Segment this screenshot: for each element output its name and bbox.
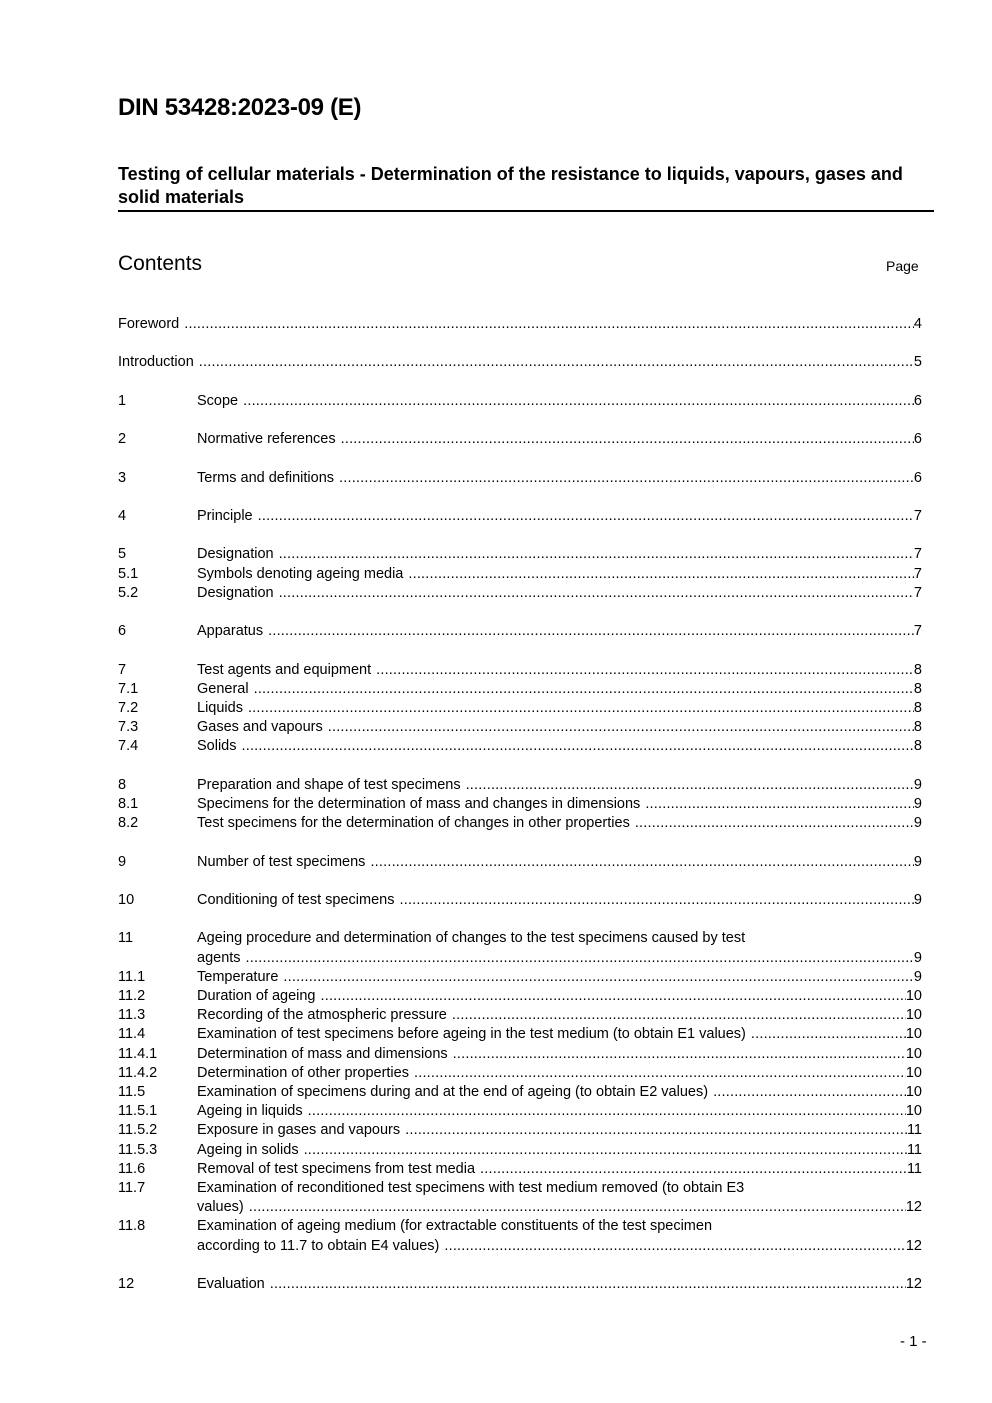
toc-entry-3[interactable]: [118, 469, 922, 488]
toc-number: 11.4.2: [118, 1064, 158, 1081]
toc-entry-11-5-1[interactable]: [118, 1102, 922, 1121]
toc-page: 10: [905, 1083, 922, 1100]
toc-page: 7: [913, 623, 922, 640]
toc-number: 11.8: [118, 1218, 146, 1235]
toc-title: Designation: [197, 584, 274, 601]
toc-title: General: [197, 680, 249, 697]
toc-page: 10: [905, 1026, 922, 1043]
toc-title: agents: [197, 949, 241, 966]
toc-entry-8[interactable]: [118, 776, 922, 795]
toc-entry-6[interactable]: [118, 622, 922, 641]
toc-entry-7-1[interactable]: [118, 680, 922, 699]
toc-number: 7.1: [118, 680, 139, 697]
toc-entry-5-2[interactable]: [118, 584, 922, 603]
toc-number: 11.1: [118, 968, 146, 985]
toc-number: 8: [118, 776, 127, 793]
toc-title: Test specimens for the determination of changes in other properties: [197, 815, 630, 832]
toc-entry-8-1[interactable]: [118, 795, 922, 814]
toc-title: Introduction: [118, 354, 194, 371]
toc-page: 8: [913, 680, 922, 697]
toc-page: 6: [913, 431, 922, 448]
toc-entry-11-5-2[interactable]: [118, 1121, 922, 1140]
toc-number: 7.4: [118, 738, 139, 755]
toc-entry-2[interactable]: [118, 430, 922, 449]
toc-page: 9: [913, 891, 922, 908]
toc-number: 11.2: [118, 987, 146, 1004]
toc-page: 12: [905, 1199, 922, 1216]
toc-title: according to 11.7 to obtain E4 values): [197, 1237, 440, 1254]
toc-title: Gases and vapours: [197, 719, 323, 736]
document-title: DIN 53428:2023-09 (E): [118, 94, 362, 121]
toc-page: 8: [913, 738, 922, 755]
toc-entry-foreword[interactable]: [118, 315, 922, 334]
toc-entry-10[interactable]: [118, 891, 922, 910]
toc-title: Examination of specimens during and at the end of ageing (to obtain E2 values): [197, 1083, 709, 1100]
toc-title: Terms and definitions: [197, 469, 335, 486]
toc-number: 4: [118, 507, 127, 524]
toc-entry-11-5-3[interactable]: [118, 1141, 922, 1160]
toc-page: 4: [913, 316, 922, 332]
toc-entry-11-4[interactable]: [118, 1025, 922, 1044]
toc-entry-introduction[interactable]: [118, 353, 922, 372]
toc-page: 7: [913, 565, 922, 582]
toc-entry-11-8[interactable]: [118, 1217, 922, 1255]
toc-number: 11.3: [118, 1007, 146, 1024]
toc-number: 6: [118, 623, 127, 640]
toc-page: 12: [905, 1275, 922, 1292]
toc-entry-7-2[interactable]: [118, 699, 922, 718]
toc-number: 12: [118, 1275, 135, 1292]
toc-title: Test agents and equipment: [197, 661, 372, 678]
toc-title: Determination of mass and dimensions: [197, 1045, 448, 1062]
toc-title: Determination of other properties: [197, 1064, 409, 1081]
toc-page: 9: [913, 968, 922, 985]
toc-page: 10: [905, 987, 922, 1004]
toc-entry-9[interactable]: [118, 853, 922, 872]
toc-page: 12: [905, 1237, 922, 1254]
toc-page: 10: [905, 1064, 922, 1081]
toc-entry-5[interactable]: [118, 545, 922, 564]
toc-title: Scope: [197, 392, 239, 409]
toc-title: Specimens for the determination of mass and changes in dimensions: [197, 795, 641, 812]
toc-title: Ageing in solids: [197, 1141, 299, 1158]
toc-title: Solids: [197, 738, 237, 755]
toc-title: Conditioning of test specimens: [197, 891, 395, 908]
toc-title: Removal of test specimens from test media: [197, 1160, 476, 1177]
toc-entry-1[interactable]: [118, 392, 922, 411]
toc-entry-11-4-1[interactable]: [118, 1045, 922, 1064]
toc-number: 11.5.3: [118, 1141, 158, 1158]
toc-number: 9: [118, 853, 127, 870]
toc-title: Principle: [197, 507, 253, 524]
toc-title: Exposure in gases and vapours: [197, 1122, 401, 1139]
page-column-heading: Page: [886, 258, 919, 274]
toc-number: 7: [118, 661, 127, 678]
toc-number: 8.1: [118, 795, 139, 812]
toc-number: 5.2: [118, 584, 139, 601]
toc-number: 7.2: [118, 699, 139, 716]
table-of-contents: [118, 315, 922, 1294]
toc-page: 8: [913, 719, 922, 736]
toc-page: 11: [906, 1122, 922, 1139]
toc-entry-11-1[interactable]: [118, 968, 922, 987]
toc-title: Preparation and shape of test specimens: [197, 776, 461, 793]
toc-entry-5-1[interactable]: [118, 565, 922, 584]
toc-page: 10: [905, 1103, 922, 1120]
toc-title: Ageing in liquids: [197, 1103, 303, 1120]
toc-title: Normative references: [197, 431, 336, 448]
toc-entry-11-3[interactable]: [118, 1006, 922, 1025]
toc-entry-7-3[interactable]: [118, 718, 922, 737]
toc-entry-7[interactable]: [118, 661, 922, 680]
toc-number: 11: [118, 930, 134, 947]
toc-page: 6: [913, 392, 922, 409]
toc-title: Apparatus: [197, 623, 264, 640]
toc-entry-11-2[interactable]: [118, 987, 922, 1006]
toc-title: Symbols denoting ageing media: [197, 565, 404, 582]
toc-entry-7-4[interactable]: [118, 737, 922, 756]
toc-number: 11.5.1: [118, 1103, 158, 1120]
toc-page: 11: [906, 1160, 922, 1177]
toc-entry-11-5[interactable]: [118, 1083, 922, 1102]
toc-title: Duration of ageing: [197, 987, 316, 1004]
toc-number: 2: [118, 431, 127, 448]
toc-title: Foreword: [118, 316, 180, 332]
toc-page: 8: [913, 699, 922, 716]
toc-page: 10: [905, 1007, 922, 1024]
toc-title-line1: Examination of ageing medium (for extractable constituents of the test specimen: [197, 1218, 713, 1235]
toc-entry-8-2[interactable]: [118, 814, 922, 833]
toc-entry-11-6[interactable]: [118, 1160, 922, 1179]
toc-number: 7.3: [118, 719, 139, 736]
toc-page: 5: [913, 354, 922, 371]
toc-number: 5.1: [118, 565, 139, 582]
toc-page: 8: [913, 661, 922, 678]
toc-number: 8.2: [118, 815, 139, 832]
toc-number: 3: [118, 469, 127, 486]
toc-page: 7: [913, 546, 922, 563]
toc-entry-11[interactable]: [118, 929, 922, 967]
toc-page: 9: [913, 776, 922, 793]
page-number: - 1 -: [900, 1333, 927, 1350]
toc-title: Number of test specimens: [197, 853, 366, 870]
toc-title: Temperature: [197, 968, 279, 985]
toc-title: Evaluation: [197, 1275, 265, 1292]
toc-page: 9: [913, 949, 922, 966]
toc-entry-11-4-2[interactable]: [118, 1064, 922, 1083]
toc-page: 7: [913, 507, 922, 524]
title-divider: [118, 210, 934, 212]
toc-title-line1: Examination of reconditioned test specimens with test medium removed (to obtain E3: [197, 1179, 745, 1196]
toc-title: Recording of the atmospheric pressure: [197, 1007, 447, 1024]
toc-number: 11.7: [118, 1179, 146, 1196]
toc-number: 11.4.1: [118, 1045, 158, 1062]
contents-heading: Contents: [118, 252, 203, 275]
toc-number: 11.5.2: [118, 1122, 158, 1139]
toc-page: 11: [906, 1141, 922, 1158]
toc-page: 9: [913, 795, 922, 812]
toc-title: Liquids: [197, 699, 243, 716]
toc-page: 9: [913, 853, 922, 870]
toc-page: 10: [905, 1045, 922, 1062]
toc-number: 5: [118, 546, 127, 563]
toc-entry-4[interactable]: [118, 507, 922, 526]
document-subtitle: Testing of cellular materials - Determination of the resistance to liquids, vapours, gases and solid materials: [118, 164, 903, 207]
toc-page: 6: [913, 469, 922, 486]
toc-page: 7: [913, 584, 922, 601]
toc-number: 1: [118, 392, 127, 409]
toc-title-line1: Ageing procedure and determination of changes to the test specimens caused by test: [197, 930, 746, 947]
toc-title: Examination of test specimens before ageing in the test medium (to obtain E1 values): [197, 1026, 746, 1043]
toc-entry-11-7[interactable]: [118, 1179, 922, 1217]
toc-number: 11.5: [118, 1083, 146, 1100]
toc-title: values): [197, 1199, 244, 1216]
toc-number: 11.4: [118, 1026, 146, 1043]
toc-number: 11.6: [118, 1160, 146, 1177]
toc-number: 10: [118, 891, 135, 908]
toc-page: 9: [913, 815, 922, 832]
toc-title: Designation: [197, 546, 274, 563]
toc-entry-12[interactable]: [118, 1275, 922, 1294]
